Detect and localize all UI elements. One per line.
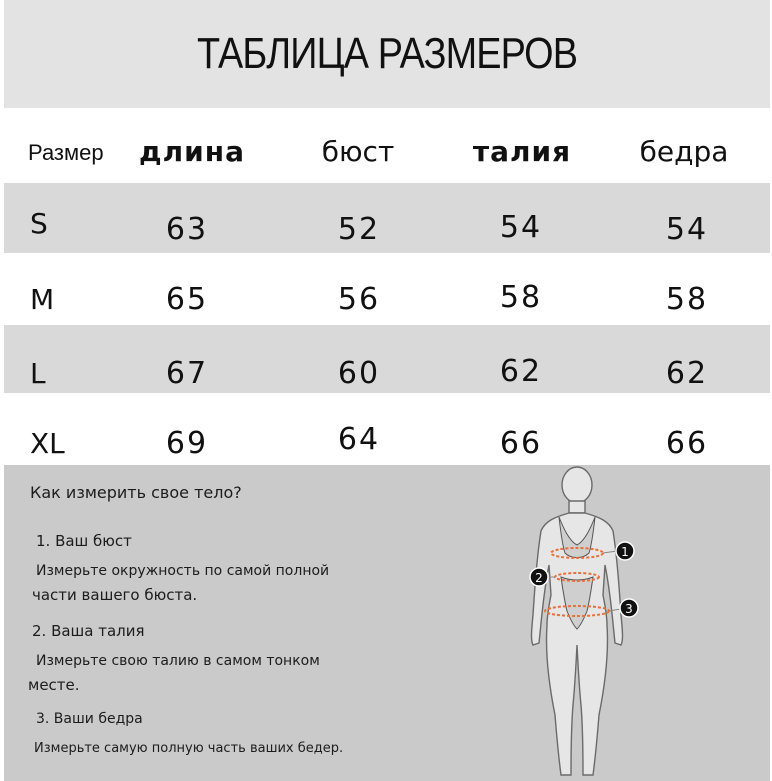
length-value: 63 [165, 211, 209, 247]
bust-value: 60 [337, 355, 381, 391]
waist-value: 58 [499, 279, 543, 315]
step2-title: 2. Ваша талия [32, 622, 145, 640]
length-value: 69 [165, 425, 209, 461]
step2-text-line1: Измерьте свою талию в самом тонком [36, 653, 320, 669]
length-value: 67 [165, 355, 209, 391]
page-title: ТАБЛИЦА РАЗМЕРОВ [196, 29, 578, 78]
size-label: S [30, 206, 48, 240]
step2-text-line2: месте. [28, 676, 80, 694]
step1-text-line2: части вашего бюста. [32, 586, 198, 604]
measurement-guide [4, 465, 770, 781]
header-bust: бюст [321, 134, 395, 168]
step3-title: 3. Ваши бедра [36, 711, 143, 727]
marker-1-label: 1 [621, 545, 629, 559]
header-waist: талия [472, 134, 572, 168]
step1-text-line1: Измерьте окружность по самой полной [36, 563, 330, 579]
title-band [4, 0, 770, 108]
hips-value: 66 [665, 425, 709, 461]
bust-value: 56 [337, 281, 381, 317]
table-header [4, 108, 770, 183]
size-label: L [30, 356, 46, 390]
hips-value: 62 [665, 355, 709, 391]
marker-2-label: 2 [535, 571, 543, 585]
table-row [4, 253, 770, 325]
hips-value: 58 [665, 281, 709, 317]
size-label: XL [30, 426, 65, 460]
step3-text-line1: Измерьте самую полную часть ваших бедер. [34, 741, 344, 756]
waist-value: 62 [499, 353, 543, 389]
step1-title: 1. Ваш бюст [36, 532, 132, 550]
bust-value: 52 [337, 211, 381, 247]
table-row [4, 325, 770, 393]
length-value: 65 [165, 281, 209, 317]
marker-3-label: 3 [625, 602, 633, 616]
header-length: длина [139, 134, 245, 168]
waist-value: 54 [499, 209, 543, 245]
hips-value: 54 [665, 211, 709, 247]
body-figure-illustration [509, 465, 659, 781]
table-row [4, 393, 770, 465]
header-hips: бедра [639, 134, 729, 168]
guide-heading: Как измерить свое тело? [30, 483, 242, 502]
waist-value: 66 [499, 425, 543, 461]
table-row [4, 183, 770, 253]
header-size: Размер [28, 140, 104, 165]
bust-value: 64 [337, 421, 381, 457]
size-label: M [30, 282, 55, 316]
